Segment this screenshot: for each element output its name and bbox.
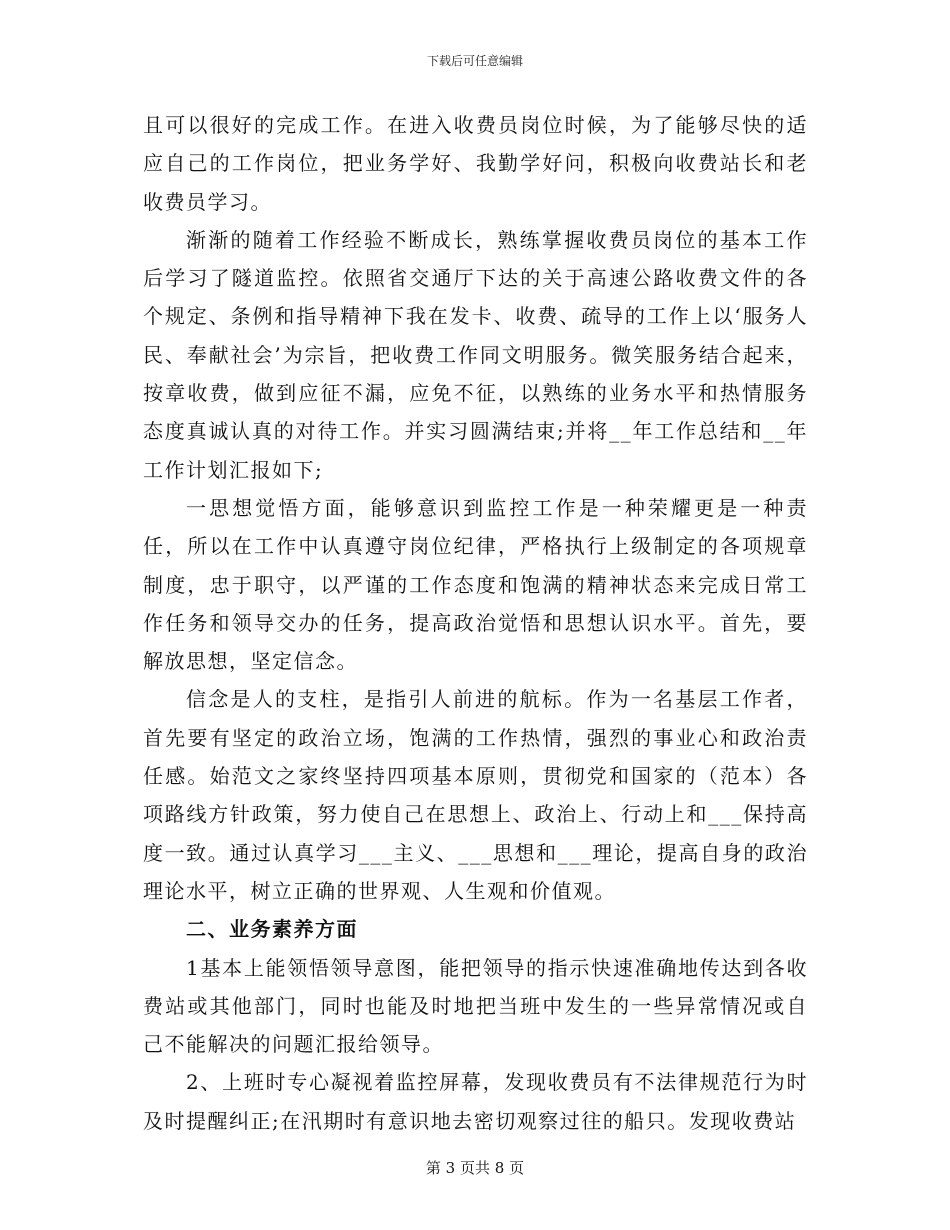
page-footer: 第 3 页共 8 页 [425, 1159, 525, 1177]
page-header: 下载后可任意编辑 [426, 54, 523, 68]
paragraph-6: 2、上班时专心凝视着监控屏幕，发现收费员有不法律规范行为时及时提醒纠正;在汛期时有意识地去密切观察过往的船只。发现收费站 [143, 1070, 808, 1133]
section-heading: 二、业务素养方面 [186, 917, 358, 942]
paragraph-2: 渐渐的随着工作经验不断成长，熟练掌握收费员岗位的基本工作后学习了隧道监控。依照省交通厅下达的关于高速公路收费文件的各个规定、条例和指导精神下我在发卡、收费、疏导的工作上以‘服务人民、奉献社会’为宗旨，把收费工作同文明服务。微笑服务结合起来，按章收费，做到应征不漏，应免不征，以熟练的业务水平和热情服务态度真诚认真的对待工作。并实习圆满结束;并将__年工作总结和__年工作计划汇报如下; [143, 227, 808, 482]
paragraph-5: 1基本上能领悟领导意图，能把领导的指示快速准确地传达到各收费站或其他部门，同时也能及时地把当班中发生的一些异常情况或自己不能解决的问题汇报给领导。 [143, 955, 808, 1057]
document-body [143, 106, 808, 1140]
paragraph-3: 一思想觉悟方面，能够意识到监控工作是一种荣耀更是一种责任，所以在工作中认真遵守岗位纪律，严格执行上级制定的各项规章制度，忠于职守，以严谨的工作态度和饱满的精神状态来完成日常工作任务和领导交办的任务，提高政治觉悟和思想认识水平。首先，要解放思想，坚定信念。 [143, 495, 808, 674]
paragraph-4: 信念是人的支柱，是指引人前进的航标。作为一名基层工作者，首先要有坚定的政治立场，饱满的工作热情，强烈的事业心和政治责任感。始范文之家终坚持四项基本原则，贯彻党和国家的（范本）各项路线方针政策，努力使自己在思想上、政治上、行动上和___保持高度一致。通过认真学习___主义、___思想和___理论，提高自身的政治理论水平，树立正确的世界观、人生观和价值观。 [143, 687, 808, 903]
paragraph-1: 且可以很好的完成工作。在进入收费员岗位时候，为了能够尽快的适应自己的工作岗位，把业务学好、我勤学好问，积极向收费站长和老收费员学习。 [143, 113, 808, 214]
